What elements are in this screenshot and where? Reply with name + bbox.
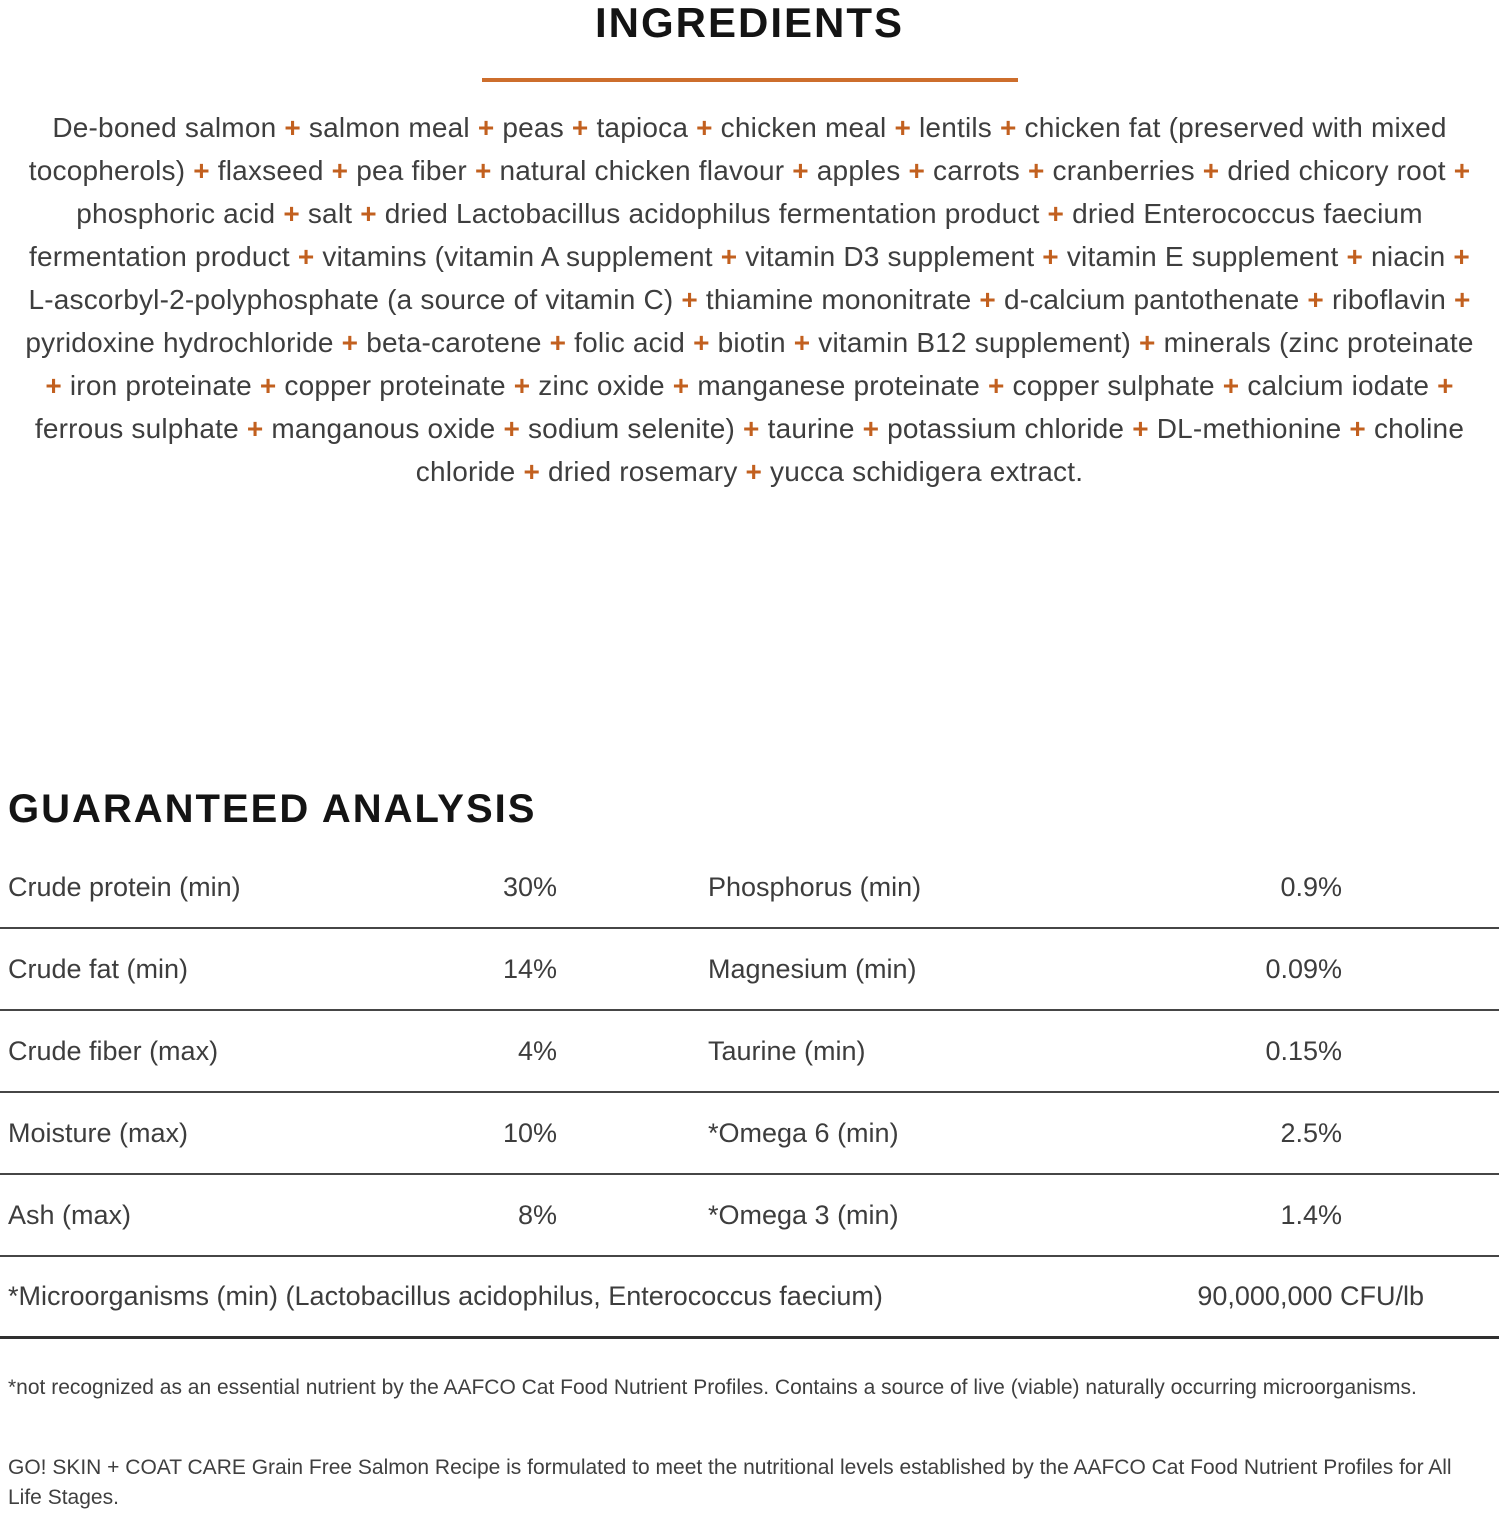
ingredient-item: riboflavin: [1331, 284, 1447, 315]
plus-separator: +: [1222, 370, 1240, 401]
plus-separator: +: [523, 456, 540, 487]
plus-separator: +: [571, 112, 589, 143]
plus-separator: +: [474, 155, 492, 186]
ingredient-item: calcium iodate: [1247, 370, 1430, 401]
ingredient-item: ferrous sulphate: [34, 413, 239, 444]
guaranteed-analysis-title: GUARANTEED ANALYSIS: [8, 787, 537, 831]
ingredient-item: pea fiber: [356, 155, 467, 186]
plus-separator: +: [720, 241, 738, 272]
formulation-note: GO! SKIN + COAT CARE Grain Free Salmon Recipe is formulated to meet the nutritional levels established by the AAFCO Cat Food Nutrient Profiles for All Life Stages.: [8, 1456, 1452, 1509]
microorganisms-label: *Microorganisms (min) (Lactobacillus acidophilus, Enterococcus faecium): [8, 1281, 883, 1311]
analysis-label: *Omega 3 (min): [708, 1199, 899, 1230]
plus-separator: +: [549, 327, 567, 358]
ingredient-item: flaxseed: [217, 155, 324, 186]
analysis-label: *Omega 6 (min): [708, 1117, 899, 1148]
analysis-label: Ash (max): [8, 1199, 132, 1230]
ingredient-item: dried rosemary: [547, 456, 738, 487]
analysis-left-pair: [8, 1200, 557, 1231]
ingredient-item: d-calcium pantothenate: [1003, 284, 1300, 315]
plus-separator: +: [246, 413, 264, 444]
ingredient-item: potassium chloride: [887, 413, 1125, 444]
analysis-left-pair: [8, 1036, 557, 1067]
ingredient-item: copper sulphate: [1012, 370, 1215, 401]
plus-separator: +: [283, 198, 300, 229]
ingredient-item: lentils: [919, 112, 993, 143]
plus-separator: +: [1042, 241, 1059, 272]
analysis-right-pair: [708, 954, 1342, 985]
ingredient-item: dried Lactobacillus acidophilus fermentation product: [384, 198, 1040, 229]
plus-separator: +: [979, 284, 996, 315]
guaranteed-analysis-table: [0, 847, 1499, 1257]
microorganisms-row: [0, 1257, 1499, 1339]
plus-separator: +: [672, 370, 690, 401]
analysis-value: 1.4%: [1280, 1199, 1342, 1230]
ingredient-item: pyridoxine hydrochloride: [25, 327, 334, 358]
ingredient-item: De-boned salmon: [52, 112, 277, 143]
analysis-value: 2.5%: [1280, 1117, 1342, 1148]
analysis-row: [0, 1011, 1499, 1093]
analysis-right-pair: [708, 872, 1342, 903]
plus-separator: +: [894, 112, 912, 143]
analysis-row: [0, 1175, 1499, 1257]
plus-separator: +: [193, 155, 210, 186]
ingredient-item: copper proteinate: [284, 370, 506, 401]
ingredient-item: salt: [307, 198, 353, 229]
analysis-left-pair: [8, 954, 557, 985]
analysis-value: 0.9%: [1280, 871, 1342, 902]
analysis-right-pair: [708, 1118, 1342, 1149]
plus-separator: +: [513, 370, 531, 401]
ingredient-item: yucca schidigera extract.: [770, 456, 1084, 487]
plus-separator: +: [745, 456, 763, 487]
plus-separator: +: [284, 112, 301, 143]
ingredient-item: peas: [502, 112, 564, 143]
plus-separator: +: [693, 327, 710, 358]
aafco-footnote: *not recognized as an essential nutrient by the AAFCO Cat Food Nutrient Profiles. Contains a source of live (viable) naturally occurring microorganisms.: [8, 1376, 1417, 1399]
ingredient-item: vitamin E supplement: [1066, 241, 1339, 272]
analysis-label: Phosphorus (min): [708, 871, 922, 902]
ingredient-item: dried chicory root: [1227, 155, 1446, 186]
analysis-value: 10%: [502, 1117, 557, 1148]
ingredient-item: thiamine mononitrate: [705, 284, 972, 315]
plus-separator: +: [862, 413, 880, 444]
analysis-label: Crude fat (min): [8, 953, 189, 984]
ingredient-item: iron proteinate: [69, 370, 252, 401]
ingredient-item: phosphoric acid: [76, 198, 276, 229]
plus-separator: +: [1047, 198, 1065, 229]
analysis-label: Magnesium (min): [708, 953, 917, 984]
ingredient-item: zinc oxide: [538, 370, 665, 401]
analysis-row: [0, 1093, 1499, 1175]
ingredient-item: minerals (zinc proteinate: [1163, 327, 1474, 358]
product-info-panel: [0, 2, 1499, 1513]
analysis-right-pair: [708, 1036, 1342, 1067]
plus-separator: +: [1202, 155, 1220, 186]
plus-separator: +: [987, 370, 1005, 401]
ingredient-item: chicken fat (preserved with mixed tocopherols): [28, 112, 1447, 186]
ingredients-paragraph: [16, 106, 1484, 493]
analysis-label: Moisture (max): [8, 1117, 189, 1148]
analysis-value: 4%: [517, 1035, 557, 1066]
ingredient-item: carrots: [933, 155, 1021, 186]
analysis-row: [0, 929, 1499, 1011]
plus-separator: +: [793, 327, 811, 358]
analysis-row: [0, 847, 1499, 929]
ingredient-item: chicken meal: [720, 112, 887, 143]
plus-separator: +: [341, 327, 359, 358]
ingredient-item: choline chloride: [415, 413, 1465, 487]
plus-separator: +: [696, 112, 713, 143]
plus-separator: +: [1139, 327, 1156, 358]
plus-separator: +: [1346, 241, 1364, 272]
plus-separator: +: [1132, 413, 1149, 444]
ingredient-item: apples: [816, 155, 901, 186]
plus-separator: +: [477, 112, 495, 143]
analysis-label: Taurine (min): [708, 1035, 866, 1066]
plus-separator: +: [1028, 155, 1045, 186]
plus-separator: +: [1437, 370, 1454, 401]
plus-separator: +: [681, 284, 698, 315]
plus-separator: +: [1349, 413, 1366, 444]
ingredient-item: vitamins (vitamin A supplement: [322, 241, 713, 272]
analysis-label: Crude protein (min): [8, 871, 241, 902]
ingredient-item: tapioca: [596, 112, 689, 143]
plus-separator: +: [743, 413, 760, 444]
ingredient-item: natural chicken flavour: [499, 155, 785, 186]
plus-separator: +: [331, 155, 349, 186]
plus-separator: +: [1307, 284, 1324, 315]
ingredient-item: beta-carotene: [366, 327, 542, 358]
plus-separator: +: [1000, 112, 1017, 143]
ingredient-item: biotin: [717, 327, 786, 358]
plus-separator: +: [297, 241, 315, 272]
plus-separator: +: [259, 370, 277, 401]
analysis-value: 0.15%: [1265, 1035, 1342, 1066]
ingredient-item: manganous oxide: [271, 413, 496, 444]
ingredient-item: taurine: [767, 413, 855, 444]
ingredient-item: niacin: [1371, 241, 1446, 272]
ingredient-item: folic acid: [574, 327, 686, 358]
ingredients-title: INGREDIENTS: [594, 0, 905, 46]
ingredient-item: DL-methionine: [1156, 413, 1342, 444]
microorganisms-value: 90,000,000 CFU/lb: [1197, 1281, 1424, 1311]
plus-separator: +: [360, 198, 377, 229]
analysis-value: 8%: [517, 1199, 557, 1230]
ingredient-item: vitamin B12 supplement): [818, 327, 1132, 358]
ingredient-item: cranberries: [1052, 155, 1195, 186]
ingredient-item: sodium selenite): [527, 413, 736, 444]
ingredient-item: vitamin D3 supplement: [745, 241, 1035, 272]
analysis-value: 30%: [502, 871, 557, 902]
analysis-left-pair: [8, 872, 557, 903]
ingredient-item: manganese proteinate: [697, 370, 980, 401]
ingredient-item: salmon meal: [308, 112, 470, 143]
ingredient-item: dried Enterococcus faecium fermentation product: [29, 198, 1423, 272]
ingredient-item: L-ascorbyl-2-polyphosphate (a source of vitamin C): [28, 284, 674, 315]
analysis-label: Crude fiber (max): [8, 1035, 219, 1066]
plus-separator: +: [1453, 155, 1471, 186]
plus-separator: +: [1454, 284, 1471, 315]
plus-separator: +: [908, 155, 926, 186]
plus-separator: +: [1453, 241, 1470, 272]
analysis-value: 14%: [502, 953, 557, 984]
plus-separator: +: [503, 413, 520, 444]
analysis-left-pair: [8, 1118, 557, 1149]
analysis-value: 0.09%: [1265, 953, 1342, 984]
analysis-right-pair: [708, 1200, 1342, 1231]
title-underline-rule: [482, 78, 1018, 82]
plus-separator: +: [792, 155, 809, 186]
plus-separator: +: [45, 370, 62, 401]
